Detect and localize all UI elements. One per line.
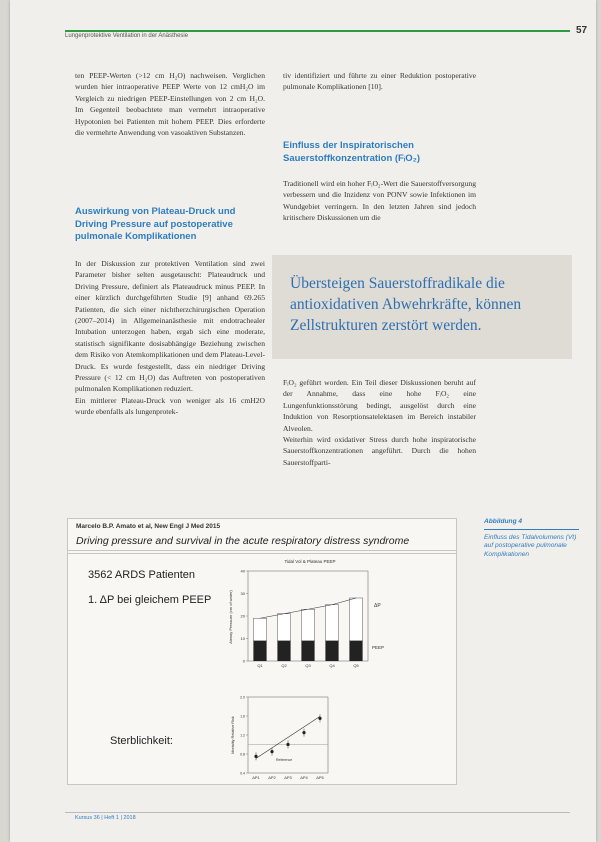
figure-rule-2 (68, 553, 456, 554)
mortality-category-label: ΔP5 (316, 775, 324, 780)
mortality-tick-label: 0.8 (240, 752, 245, 757)
pressure-category-label: Q3 (305, 663, 311, 668)
mortality-tick-label: 1.6 (240, 714, 245, 719)
pressure-tick-label: 20 (240, 613, 245, 619)
running-title: Lungenprotektive Ventilation in der Anästhesie (65, 33, 189, 39)
left-column (75, 70, 265, 138)
mortality-tick-label: 1.2 (240, 733, 245, 738)
mortality-category-label: ΔP3 (284, 775, 292, 780)
left-paragraph-2: In der Diskussion zur protektiven Ventilation sind zwei Parameter bisher selten ausgetauscht: Plateaudruck und Driving Pressure, definiert als Plateaudruck minus PEEP. In einer kürzlich durchgeführten Studie [9] anhand 69.265 Patienten, die sich einer nichtherzchirurgischen Operation (2007–2014) in Allgemeinanästhesie mit endotrachealer Intubation unterzogen haben, ergab sich eine moderate, statistisch signifikante dosisabhängige Beziehung zwischen dem Risiko von Atemkomplikationen und dem Plateau-Level-Druck. Es wurde festgestellt, dass ein niedriger Driving Pressure (< 12 cm H₂O) das Auftreten von postoperativen pulmonalen Komplikationen reduziert. (75, 259, 265, 394)
pressure-chart-dp-label: ΔP (374, 603, 381, 609)
pressure-chart (226, 555, 401, 673)
pressure-bar-peep (325, 641, 338, 661)
page-number: 57 (576, 25, 588, 36)
mortality-tick-label: 0.4 (240, 771, 245, 776)
left-heading: Auswirkung von Plateau-Druck und Driving Pressure auf postoperative pulmonale Komplikationen (75, 206, 236, 242)
pressure-bar-dp (349, 598, 362, 641)
pull-quote-box (272, 255, 572, 359)
mortality-chart-ylabel: Mortality Relative Risk (231, 716, 235, 754)
pressure-tick-label: 40 (240, 568, 245, 574)
mortality-category-label: ΔP4 (300, 775, 308, 780)
pull-quote: Übersteigen Sauerstoffradikale die antioxidativen Abwehrkräfte, können Zellstrukturen zerstört werden. (290, 275, 522, 334)
mortality-chart-reference: Reference (276, 758, 293, 762)
mortality-category-label: ΔP1 (252, 775, 260, 780)
figure-rule (68, 550, 456, 551)
caption-title: Abbildung 4 (484, 518, 579, 530)
pressure-bar-peep (277, 641, 290, 661)
pressure-bar-dp (325, 605, 338, 641)
mortality-category-label: ΔP2 (268, 775, 276, 780)
left-body (75, 258, 265, 418)
mortality-chart (226, 691, 336, 783)
mortality-point (286, 743, 289, 746)
pressure-tick-label: 10 (240, 636, 245, 641)
figure-patients-text: 3562 ARDS Patienten (88, 569, 196, 581)
pressure-bar-dp (253, 618, 266, 641)
mortality-point (302, 731, 305, 734)
figure-title: Driving pressure and survival in the acute respiratory distress syndrome (76, 535, 410, 547)
footer-text: Kursus 36 | Heft 1 | 2018 (75, 815, 136, 821)
left-paragraph-1: ten PEEP-Werten (>12 cm H₂O) nachweisen. Verglichen wurden hier intraoperative PEEP Werte von 12 cmH₂O im Vergleich zu niedrigen PEEP-Einstellungen von 2 cm H₂O. Im Gegenteil beobachtete man vermehrt intraoperative Hypotonien bei Patienten mit hohem PEEP. Dies erforderte die vermehrte Anwendung von vasoaktiven Substanzen. (75, 71, 265, 138)
footer-rule (65, 812, 570, 813)
pressure-category-label: Q5 (353, 663, 359, 668)
left-paragraph-3: Ein mittlerer Plateau-Druck von weniger als 16 cmH2O wurde ebenfalls als lungenprotek- (75, 395, 265, 417)
right-paragraph-4: Weiterhin wird oxidativer Stress durch hohe inspiratorische Sauerstoffkonzentrationen angeführt. Durch die hohen Sauerstoffparti- (283, 435, 476, 467)
pressure-category-label: Q2 (281, 663, 287, 668)
pressure-chart-title: Tidal Vol & Plateau PEEP (284, 559, 336, 564)
pressure-bar-dp (301, 609, 314, 641)
header-rule (65, 30, 570, 32)
figure-caption (484, 518, 579, 559)
figure-mortality-text: Sterblichkeit: (110, 735, 173, 747)
pressure-bar-peep (349, 641, 362, 661)
pressure-tick-label: 0 (242, 658, 245, 664)
figure (67, 518, 457, 785)
pressure-bar-dp (277, 614, 290, 641)
right-body-2 (283, 377, 476, 468)
right-heading: Einfluss der Inspiratorischen Sauerstoffkonzentration (FᵢO₂) (283, 140, 420, 164)
figure-source: Marcelo B.P. Amato et al, New Engl J Med 2015 (76, 523, 221, 530)
pressure-tick-label: 30 (240, 591, 245, 596)
right-body-1 (283, 178, 476, 224)
pressure-category-label: Q1 (257, 663, 263, 668)
page (10, 0, 596, 842)
caption-text: Einfluss des Tidalvolumens (Vt) auf postoperative pulmonale Komplikationen (484, 533, 577, 558)
pressure-chart-ylabel: Airway Pressure (cm of water) (228, 590, 233, 644)
right-column (283, 70, 476, 93)
pressure-bar-peep (253, 641, 266, 661)
pressure-category-label: Q4 (329, 663, 335, 668)
right-paragraph-1: tiv identifiziert und führte zu einer Reduktion postoperative pulmonale Komplikationen [10]. (283, 71, 476, 92)
right-paragraph-2: Traditionell wird ein hoher FᵢO₂-Wert die Sauerstoffversorgung verbessern und die Inzidenz von PONV sowie Infektionen im Wundgebiet verringern. In den letzten Jahren sind jedoch kritischere Diskussionen um die (283, 179, 476, 223)
figure-dp-text: 1. ΔP bei gleichem PEEP (88, 594, 212, 606)
pressure-chart-peep-label: PEEP (372, 645, 385, 650)
mortality-tick-label: 2.0 (240, 695, 245, 700)
pressure-bar-peep (301, 641, 314, 661)
right-paragraph-3: FᵢO₂ geführt worden. Ein Teil dieser Diskussionen beruht auf der Annahme, dass eine hohe FᵢO₂ eine Lungenfunktionsstörung bedingt, ausgelöst durch eine Induktion von Resorptionsatelektasen im Bereich instabiler Alveolen. (283, 378, 476, 433)
mortality-point (270, 750, 273, 753)
mortality-trend-line (256, 716, 320, 758)
